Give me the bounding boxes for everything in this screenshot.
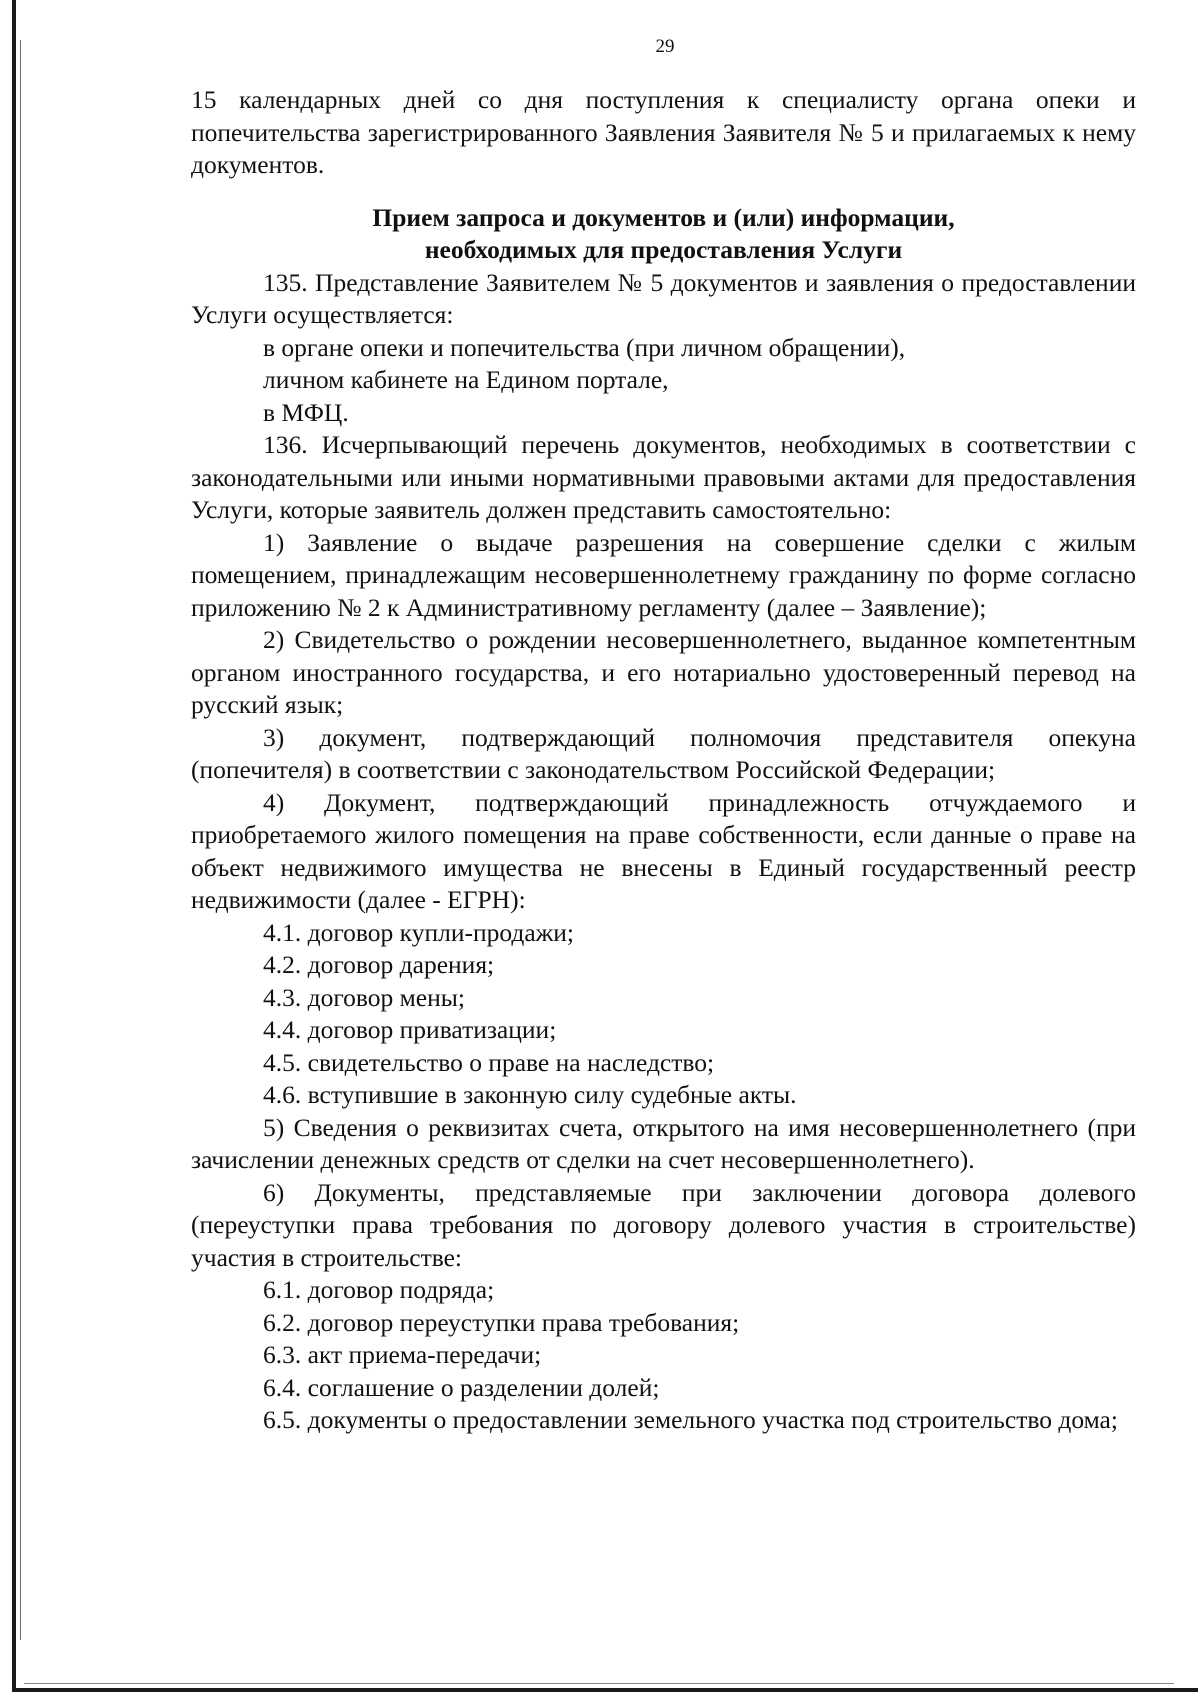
- list-item-6-2: 6.2. договор переуступки права требования;: [263, 1307, 740, 1337]
- list-item-mfc: в МФЦ.: [263, 397, 349, 427]
- list-item-4-2: 4.2. договор дарения;: [263, 950, 495, 979]
- list-item-4-5: 4.5. свидетельство о праве на наследство;: [263, 1047, 715, 1077]
- scan-bottom-border: [12, 1688, 1198, 1692]
- scan-left-border: [12, 0, 16, 1688]
- list-item-1: 1) Заявление о выдаче разрешения на совершение сделки с жилым помещением, принадлежащим несовершеннолетнему гражданину по форме согласно приложению № 2 к Административному регламенту (далее – Заявление);: [191, 527, 1136, 622]
- page-number: 29: [655, 36, 675, 57]
- list-item-6-1: 6.1. договор подряда;: [263, 1275, 495, 1304]
- section-heading: [191, 202, 1136, 267]
- paragraph-136: 136. Исчерпывающий перечень документов, необходимых в соответствии с законодательными или иными нормативными правовыми актами для предоставления Услуги, которые заявитель должен представить самостоятельно:: [191, 430, 1136, 524]
- scan-bottom-border-thin: [24, 1683, 1174, 1684]
- list-item-4-3: 4.3. договор мены;: [263, 982, 465, 1012]
- list-item-6-4: 6.4. соглашение о разделении долей;: [263, 1372, 660, 1402]
- list-item-6-5: 6.5. документы о предоставлении земельного участка под строительство дома;: [263, 1405, 1118, 1434]
- list-item-4: 4) Документ, подтверждающий принадлежность отчуждаемого и приобретаемого жилого помещения на праве собственности, если данные о праве на объект недвижимого имущества не внесены в Единый государственный реестр недвижимости (далее - ЕГРН):: [191, 787, 1136, 914]
- list-item-4-4: 4.4. договор приватизации;: [263, 1015, 557, 1044]
- list-item-6-3: 6.3. акт приема-передачи;: [263, 1340, 542, 1369]
- list-item-office: в органе опеки и попечительства (при личном обращении),: [263, 332, 906, 362]
- section-heading-line-1: Прием запроса и документов и (или) информации,: [372, 202, 955, 232]
- list-item-4-6: 4.6. вступившие в законную силу судебные акты.: [263, 1080, 797, 1109]
- list-item-portal: личном кабинете на Едином портале,: [263, 365, 669, 394]
- list-item-2: 2) Свидетельство о рождении несовершеннолетнего, выданное компетентным органом иностранного государства, и его нотариально удостоверенный перевод на русский язык;: [191, 625, 1136, 719]
- list-item-6: 6) Документы, представляемые при заключении договора долевого (переуступки права требования по договору долевого участия в строительстве) участия в строительстве:: [191, 1177, 1136, 1272]
- intro-paragraph: 15 календарных дней со дня поступления к специалисту органа опеки и попечительства зарегистрированного Заявления Заявителя № 5 и прилагаемых к нему документов.: [191, 85, 1136, 179]
- paragraph-135: 135. Представление Заявителем № 5 документов и заявления о предоставлении Услуги осуществляется:: [191, 267, 1136, 329]
- list-item-5: 5) Сведения о реквизитах счета, открытого на имя несовершеннолетнего (при зачислении денежных средств от сделки на счет несовершеннолетнего).: [191, 1112, 1136, 1174]
- scan-left-border-thin: [20, 40, 21, 1640]
- list-item-3: 3) документ, подтверждающий полномочия представителя опекуна (попечителя) в соответствии с законодательством Российской Федерации;: [191, 722, 1136, 784]
- document-body: [191, 84, 1136, 1437]
- section-heading-line-2: необходимых для предоставления Услуги: [424, 235, 903, 264]
- list-item-4-1: 4.1. договор купли-продажи;: [263, 917, 575, 947]
